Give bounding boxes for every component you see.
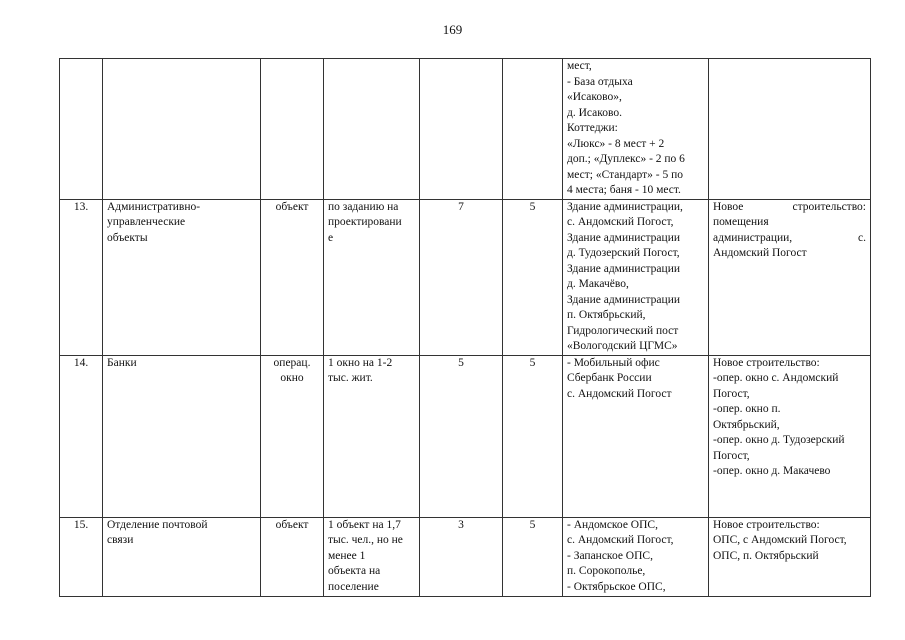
existing-line: Гидрологический пост xyxy=(567,324,679,337)
val1-line: 3 xyxy=(458,518,464,531)
existing-line: Здание администрации xyxy=(567,293,681,306)
existing-line: - Запанское ОПС, xyxy=(567,549,653,562)
planned-objects xyxy=(709,355,871,517)
unit-of-measure xyxy=(261,517,324,596)
existing-line: д. Тудозерский Погост, xyxy=(567,247,680,259)
existing-line: с. Андомский Погост, xyxy=(567,534,674,546)
existing-line: «Исаково», xyxy=(567,91,622,103)
norm-line: поселение xyxy=(328,580,379,593)
plan-line: помещения xyxy=(713,216,769,228)
existing-line: Здание администрации xyxy=(567,262,681,275)
existing-value xyxy=(503,59,563,200)
name-line: связи xyxy=(107,534,134,546)
norm-value xyxy=(324,355,420,517)
name-line: объекты xyxy=(107,231,148,244)
num-line: 13. xyxy=(73,200,89,213)
norm-value xyxy=(324,59,420,200)
val2-line: 5 xyxy=(529,518,536,531)
planned-objects xyxy=(709,59,871,200)
unit-of-measure xyxy=(261,199,324,355)
val2-line: 5 xyxy=(529,356,536,369)
existing-line: - Мобильный офис xyxy=(567,356,660,369)
table-row xyxy=(60,355,871,517)
plan-line: -опер. окно д. Тудозерский xyxy=(713,434,845,446)
required-value xyxy=(420,59,503,200)
existing-objects xyxy=(563,355,709,517)
plan-line: Новое строительство: xyxy=(713,356,820,369)
plan-line: ОПС, с Андомский Погост, xyxy=(713,534,847,546)
existing-line: Здание администрации, xyxy=(567,200,683,213)
existing-line: с. Андомский Погост xyxy=(567,387,672,400)
required-value xyxy=(420,199,503,355)
norm-line: объекта на xyxy=(328,565,381,577)
plan-line: администрации, с. xyxy=(713,231,866,244)
existing-line: - Андомское ОПС, xyxy=(567,518,658,531)
existing-objects xyxy=(563,517,709,596)
plan-line: Новое строительство: xyxy=(713,518,820,531)
table-row xyxy=(60,59,871,200)
name-line: Административно- xyxy=(107,200,201,213)
existing-line: - Октябрьское ОПС, xyxy=(567,580,666,593)
existing-line: Сбербанк России xyxy=(567,372,652,384)
plan-line: Октябрьский, xyxy=(713,418,780,431)
name-line: Банки xyxy=(107,356,137,369)
object-name xyxy=(103,59,261,200)
existing-line: 4 места; баня - 10 мест. xyxy=(567,184,681,196)
required-value xyxy=(420,355,503,517)
table-row xyxy=(60,199,871,355)
existing-objects xyxy=(563,199,709,355)
plan-line: Погост, xyxy=(713,449,750,462)
existing-line: Здание администрации xyxy=(567,231,681,244)
required-value xyxy=(420,517,503,596)
unit-line: объект xyxy=(275,518,309,531)
existing-value xyxy=(503,517,563,596)
val1-line: 7 xyxy=(458,200,464,213)
norm-line: тыс. жит. xyxy=(328,372,373,384)
plan-line: Погост, xyxy=(713,387,750,400)
val1-line: 5 xyxy=(458,356,464,369)
table-row xyxy=(60,517,871,596)
planned-objects xyxy=(709,199,871,355)
name-line: Отделение почтовой xyxy=(107,518,208,531)
existing-value xyxy=(503,355,563,517)
num-line: 14. xyxy=(73,356,89,369)
val2-line: 5 xyxy=(529,200,536,213)
existing-line: п. Сорокополье, xyxy=(567,565,646,577)
object-name xyxy=(103,199,261,355)
existing-line: «Люкс» - 8 мест + 2 xyxy=(567,137,665,150)
norm-line: 1 объект на 1,7 xyxy=(328,518,401,531)
existing-value xyxy=(503,199,563,355)
existing-line: Коттеджи: xyxy=(567,122,618,134)
plan-line: -опер. окно д. Макачево xyxy=(713,465,831,477)
row-number xyxy=(60,517,103,596)
row-number xyxy=(60,199,103,355)
object-name xyxy=(103,355,261,517)
existing-line: с. Андомский Погост, xyxy=(567,216,674,228)
norm-line: менее 1 xyxy=(328,549,366,562)
plan-line: -опер. окно п. xyxy=(713,403,781,415)
unit-line: окно xyxy=(280,372,304,384)
plan-line: ОПС, п. Октябрьский xyxy=(713,549,819,562)
existing-line: д. Макачёво, xyxy=(567,278,629,290)
plan-line: Новое строительство: xyxy=(713,200,866,213)
planned-objects xyxy=(709,517,871,596)
existing-line: доп.; «Дуплекс» - 2 по 6 xyxy=(567,153,685,165)
existing-line: - База отдыха xyxy=(567,75,633,88)
plan-line: Андомский Погост xyxy=(713,247,807,259)
object-name xyxy=(103,517,261,596)
num-line: 15. xyxy=(73,518,89,531)
norm-line: проектировани xyxy=(328,216,402,228)
norm-line: по заданию на xyxy=(328,200,399,213)
page-number: 169 xyxy=(442,22,463,37)
norm-line: тыс. чел., но не xyxy=(328,534,403,546)
row-number xyxy=(60,59,103,200)
document-table xyxy=(59,58,871,597)
unit-line: операц. xyxy=(273,356,311,369)
existing-line: мест, xyxy=(567,60,592,72)
existing-objects xyxy=(563,59,709,200)
unit-of-measure xyxy=(261,355,324,517)
name-line: управленческие xyxy=(107,216,186,228)
norm-value xyxy=(324,517,420,596)
unit-line: объект xyxy=(275,200,309,213)
existing-line: д. Исаково. xyxy=(567,106,622,119)
plan-line: -опер. окно с. Андомский xyxy=(713,372,839,384)
existing-line: мест; «Стандарт» - 5 по xyxy=(567,168,683,181)
norm-line: е xyxy=(328,231,334,244)
existing-line: п. Октябрьский, xyxy=(567,309,646,321)
existing-line: «Вологодский ЦГМС» xyxy=(567,340,678,352)
norm-line: 1 окно на 1-2 xyxy=(328,356,393,369)
row-number xyxy=(60,355,103,517)
unit-of-measure xyxy=(261,59,324,200)
norm-value xyxy=(324,199,420,355)
